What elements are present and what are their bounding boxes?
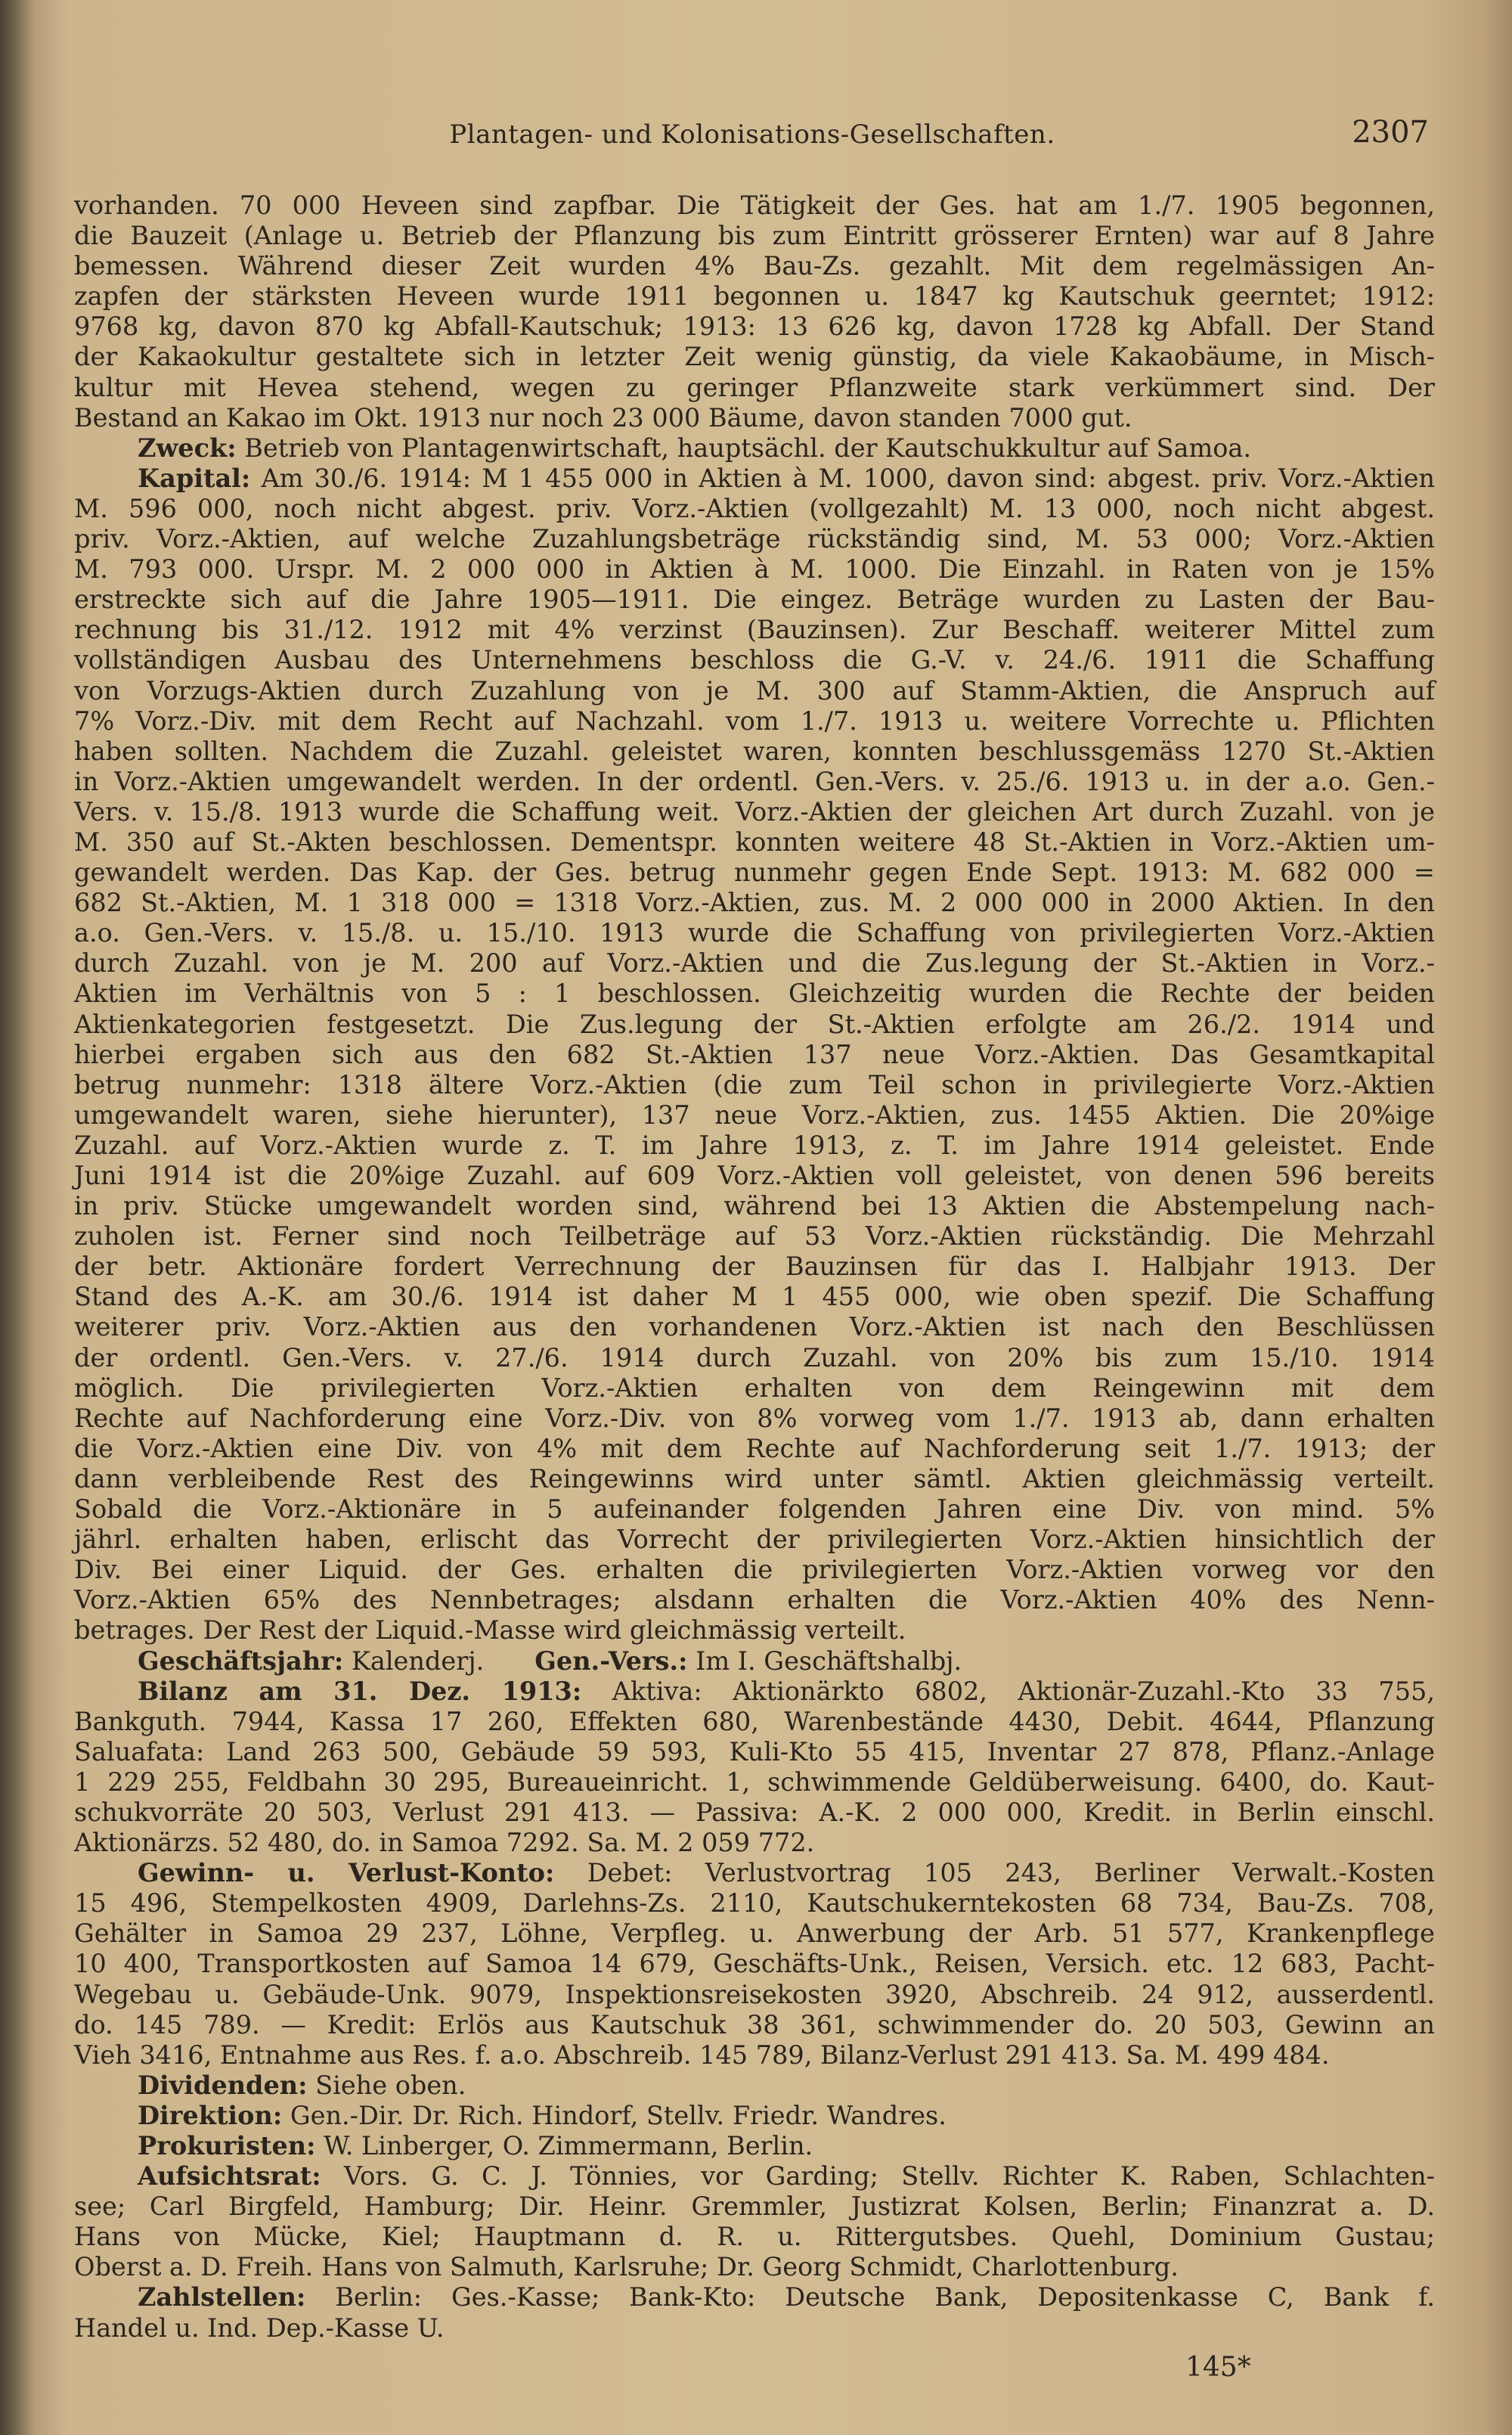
line-text: Gen.-Dir. Dr. Rich. Hindorf, Stellv. Friedr. Wandres.	[290, 2100, 947, 2130]
text-line	[74, 2161, 1435, 2192]
text-line	[74, 1221, 1435, 1252]
section-label: Geschäftsjahr:	[138, 1646, 344, 1676]
line-text: Stand des A.-K. am 30./6. 1914 ist daher M 1 455 000, wie oben spezif. Die Schaffung	[74, 1282, 1435, 1312]
section-label: Direktion:	[138, 2100, 283, 2130]
page-number: 2307	[1352, 115, 1429, 150]
text-line	[74, 1615, 1435, 1646]
text-line	[74, 615, 1435, 645]
text-line	[74, 948, 1435, 979]
line-text: a.o. Gen.-Vers. v. 15./8. u. 15./10. 1913 wurde die Schaffung von privilegierten Vorz.-Aktien	[74, 918, 1435, 948]
text-line	[74, 1100, 1435, 1131]
line-text: 9768 kg, davon 870 kg Abfall-Kautschuk; 1913: 13 626 kg, davon 1728 kg Abfall. Der Stand	[74, 312, 1435, 342]
line-text: betrug nunmehr: 1318 ältere Vorz.-Aktien (die zum Teil schon in privilegierte Vorz.-Aktien	[74, 1069, 1435, 1100]
text-line	[74, 797, 1435, 827]
text-line	[74, 1646, 1435, 1677]
line-text: umgewandelt waren, siehe hierunter), 137 neue Vorz.-Aktien, zus. 1455 Aktien. Die 20%ige	[74, 1100, 1435, 1130]
line-text: Juni 1914 ist die 20%ige Zuzahl. auf 609 Vorz.-Aktien voll geleistet, von denen 596 bereits	[74, 1161, 1435, 1190]
text-line	[74, 464, 1435, 494]
line-text: see; Carl Birgfeld, Hamburg; Dir. Heinr. Gremmler, Justizrat Kolsen, Berlin; Finanzrat a. D.	[74, 2192, 1435, 2222]
line-text: die Bauzeit (Anlage u. Betrieb der Pflanzung bis zum Eintritt grösserer Ernten) war auf 8 Jahre	[74, 221, 1435, 251]
text-line	[74, 1949, 1435, 1979]
text-line	[74, 706, 1435, 737]
line-text: M. 596 000, noch nicht abgest. priv. Vorz.-Aktien (vollgezahlt) M. 13 000, noch nicht abgest.	[74, 493, 1435, 523]
line-text: M. 793 000. Urspr. M. 2 000 000 in Aktien à M. 1000. Die Einzahl. in Raten von je 15%	[74, 554, 1435, 585]
running-title: Plantagen- und Kolonisations-Gesellschaften.	[449, 119, 1055, 150]
line-text: Vors. G. C. J. Tönnies, vor Garding; Stellv. Richter K. Raben, Schlachten-	[343, 2161, 1435, 2192]
text-line	[74, 645, 1435, 675]
text-line	[74, 979, 1435, 1009]
line-text: 15 496, Stempelkosten 4909, Darlehns-Zs. 2110, Kautschukerntekosten 68 734, Bau-Zs. 708,	[74, 1888, 1435, 1919]
line-text: in priv. Stücke umgewandelt worden sind, während bei 13 Aktien die Abstempelung nach-	[74, 1191, 1435, 1221]
text-line	[74, 1919, 1435, 1949]
text-line	[74, 1373, 1435, 1404]
line-text: do. 145 789. — Kredit: Erlös aus Kautschuk 38 361, schwimmender do. 20 503, Gewinn an	[74, 2009, 1435, 2040]
line-text: W. Linberger, O. Zimmermann, Berlin.	[324, 2131, 813, 2160]
text-line	[74, 2010, 1435, 2040]
signature-mark: 145*	[1185, 2352, 1251, 2383]
text-line	[74, 2252, 1435, 2282]
text-line	[74, 342, 1435, 372]
text-line	[74, 1464, 1435, 1494]
line-text: M. 350 auf St.-Akten beschlossen. Dementspr. konnten weitere 48 St.-Aktien in Vorz.-Aktien um-	[74, 827, 1435, 857]
line-text: 682 St.-Aktien, M. 1 318 000 = 1318 Vorz.-Aktien, zus. M. 2 000 000 in 2000 Aktien. In den	[74, 888, 1435, 918]
line-text: möglich. Die privilegierten Vorz.-Aktien erhalten von dem Reingewinn mit dem	[74, 1373, 1435, 1403]
text-line	[74, 554, 1435, 585]
text-line	[74, 1737, 1435, 1767]
text-line	[74, 1191, 1435, 1221]
section-label: Bilanz am 31. Dez. 1913:	[138, 1676, 582, 1706]
line-text: zuholen ist. Ferner sind noch Teilbeträge auf 53 Vorz.-Aktien rückständig. Die Mehrzahl	[74, 1221, 1435, 1252]
line-text: der Kakaokultur gestaltete sich in letzter Zeit wenig günstig, da viele Kakaobäume, in Misch-	[74, 342, 1435, 372]
text-line	[74, 1343, 1435, 1373]
line-text: durch Zuzahl. von je M. 200 auf Vorz.-Aktien und die Zus.legung der St.-Aktien in Vorz.-	[74, 948, 1435, 979]
line-text: priv. Vorz.-Aktien, auf welche Zuzahlungsbeträge rückständig sind, M. 53 000; Vorz.-Aktien	[74, 524, 1435, 554]
text-line	[74, 2131, 1435, 2161]
line-text: bemessen. Während dieser Zeit wurden 4% Bau-Zs. gezahlt. Mit dem regelmässigen An-	[74, 251, 1435, 281]
text-line	[74, 1010, 1435, 1040]
line-text: vollständigen Ausbau des Unternehmens beschloss die G.-V. v. 24./6. 1911 die Schaffung	[74, 645, 1435, 675]
text-line	[74, 1980, 1435, 2010]
line-text: Berlin: Ges.-Kasse; Bank-Kto: Deutsche Bank, Depositenkasse C, Bank f.	[335, 2282, 1435, 2312]
text-line	[74, 1555, 1435, 1585]
line-text: von Vorzugs-Aktien durch Zuzahlung von je M. 300 auf Stamm-Aktien, die Anspruch auf	[74, 675, 1435, 706]
line-text: jährl. erhalten haben, erlischt das Vorrecht der privilegierten Vorz.-Aktien hinsichtlich der	[74, 1525, 1435, 1555]
line-text: Im I. Geschäftshalbj.	[696, 1646, 962, 1676]
text-line	[74, 221, 1435, 251]
text-line	[74, 1677, 1435, 1707]
text-line	[74, 1434, 1435, 1464]
text-line	[74, 1828, 1435, 1858]
text-line	[74, 737, 1435, 767]
line-text: zapfen der stärksten Heveen wurde 1911 begonnen u. 1847 kg Kautschuk geerntet; 1912:	[74, 281, 1435, 312]
text-line	[74, 1707, 1435, 1737]
line-text: vorhanden. 70 000 Heveen sind zapfbar. Die Tätigkeit der Ges. hat am 1./7. 1905 begonnen,	[74, 191, 1435, 220]
text-line	[74, 2282, 1435, 2312]
line-text: Saluafata: Land 263 500, Gebäude 59 593, Kuli-Kto 55 415, Inventar 27 878, Pflanz.-Anlage	[74, 1736, 1435, 1767]
line-text: 1 229 255, Feldbahn 30 295, Bureaueinricht. 1, schwimmende Geldüberweisung. 6400, do. Kaut-	[74, 1767, 1435, 1797]
line-text: Vieh 3416, Entnahme aus Res. f. a.o. Abschreib. 145 789, Bilanz-Verlust 291 413. Sa. M. 499 484.	[74, 2040, 1330, 2070]
line-text: Vorz.-Aktien 65% des Nennbetrages; alsdann erhalten die Vorz.-Aktien 40% des Nenn-	[74, 1585, 1435, 1615]
text-line	[74, 2192, 1435, 2222]
line-text: Handel u. Ind. Dep.-Kasse U.	[74, 2312, 445, 2343]
text-line	[74, 1888, 1435, 1919]
text-line	[74, 251, 1435, 281]
text-line	[74, 2222, 1435, 2252]
section-label: Dividenden:	[138, 2070, 308, 2100]
line-text: Zuzahl. auf Vorz.-Aktien wurde z. T. im Jahre 1913, z. T. im Jahre 1914 geleistet. Ende	[74, 1130, 1435, 1160]
text-line	[74, 585, 1435, 615]
line-text: schukvorräte 20 503, Verlust 291 413. — Passiva: A.-K. 2 000 000, Kredit. in Berlin einschl.	[74, 1797, 1435, 1827]
line-text: Bestand an Kakao im Okt. 1913 nur noch 23 000 Bäume, davon standen 7000 gut.	[74, 402, 1132, 433]
line-text: Gehälter in Samoa 29 237, Löhne, Verpfleg. u. Anwerbung der Arb. 51 577, Krankenpflege	[74, 1919, 1435, 1949]
section-label: Aufsichtsrat:	[138, 2161, 321, 2192]
section-label: Prokuristen:	[138, 2131, 316, 2160]
text-line	[74, 1131, 1435, 1161]
text-line	[74, 1767, 1435, 1798]
line-text: Am 30./6. 1914: M 1 455 000 in Aktien à M. 1000, davon sind: abgest. priv. Vorz.-Aktien	[261, 463, 1435, 493]
line-text: Hans von Mücke, Kiel; Hauptmann d. R. u. Rittergutsbes. Quehl, Dominium Gustau;	[74, 2222, 1435, 2252]
text-line	[74, 1161, 1435, 1191]
line-text: 10 400, Transportkosten auf Samoa 14 679, Geschäfts-Unk., Reisen, Versich. etc. 12 683, Pacht-	[74, 1949, 1435, 1979]
text-line	[74, 281, 1435, 312]
text-line	[74, 191, 1435, 221]
line-text: Siehe oben.	[315, 2070, 466, 2100]
text-line	[74, 1798, 1435, 1828]
text-line	[74, 767, 1435, 797]
line-text: 7% Vorz.-Div. mit dem Recht auf Nachzahl. vom 1./7. 1913 u. weitere Vorrechte u. Pflichten	[74, 706, 1435, 736]
text-line	[74, 2040, 1435, 2071]
text-line	[74, 1585, 1435, 1615]
line-text: die Vorz.-Aktien eine Div. von 4% mit dem Rechte auf Nachforderung seit 1./7. 1913; der	[74, 1433, 1435, 1463]
text-line	[74, 2313, 1435, 2343]
text-line	[74, 1404, 1435, 1434]
line-text: in Vorz.-Aktien umgewandelt werden. In der ordentl. Gen.-Vers. v. 25./6. 1913 u. in der a.o. Gen.-	[74, 766, 1435, 796]
line-text: betrages. Der Rest der Liquid.-Masse wird gleichmässig verteilt.	[74, 1615, 906, 1646]
text-line	[74, 312, 1435, 342]
text-line	[74, 888, 1435, 918]
line-text: Rechte auf Nachforderung eine Vorz.-Div. von 8% vorweg vom 1./7. 1913 ab, dann erhalten	[74, 1403, 1435, 1433]
line-text: Aktionärzs. 52 480, do. in Samoa 7292. Sa. M. 2 059 772.	[74, 1828, 815, 1858]
section-label: Zweck:	[138, 433, 237, 463]
section-label: Gen.-Vers.:	[534, 1646, 688, 1676]
line-text: Vers. v. 15./8. 1913 wurde die Schaffung weit. Vorz.-Aktien der gleichen Art durch Zuzahl. von je	[74, 796, 1435, 827]
line-text: kultur mit Hevea stehend, wegen zu geringer Pflanzweite stark verkümmert sind. Der	[74, 372, 1435, 402]
text-line	[74, 858, 1435, 888]
line-text: der betr. Aktionäre fordert Verrechnung der Bauzinsen für das I. Halbjahr 1913. Der	[74, 1252, 1435, 1282]
line-text: Debet: Verlustvortrag 105 243, Berliner Verwalt.-Kosten	[587, 1858, 1435, 1888]
text-line	[74, 1312, 1435, 1342]
text-line	[74, 1858, 1435, 1888]
line-text: Wegebau u. Gebäude-Unk. 9079, Inspektionsreisekosten 3920, Abschreib. 24 912, ausserdentl.	[74, 1979, 1435, 2009]
line-text: hierbei ergaben sich aus den 682 St.-Aktien 137 neue Vorz.-Aktien. Das Gesamtkapital	[74, 1039, 1435, 1069]
line-text: Aktien im Verhältnis von 5 : 1 beschlossen. Gleichzeitig wurden die Rechte der beiden	[74, 979, 1435, 1009]
line-text: rechnung bis 31./12. 1912 mit 4% verzinst (Bauzinsen). Zur Beschaff. weiterer Mittel zum	[74, 615, 1435, 645]
text-line	[74, 403, 1435, 433]
text-line	[74, 1040, 1435, 1070]
line-text: Div. Bei einer Liquid. der Ges. erhalten die privilegierten Vorz.-Aktien vorweg vor den	[74, 1555, 1435, 1585]
text-line	[74, 1282, 1435, 1312]
page-header	[76, 115, 1429, 160]
page-body	[74, 191, 1435, 2343]
line-text: erstreckte sich auf die Jahre 1905—1911. Die eingez. Beträge wurden zu Lasten der Bau-	[74, 585, 1435, 615]
text-line	[74, 918, 1435, 948]
line-text: der ordentl. Gen.-Vers. v. 27./6. 1914 durch Zuzahl. von 20% bis zum 15./10. 1914	[74, 1342, 1435, 1373]
section-label: Kapital:	[138, 463, 251, 493]
line-text: Kalenderj.	[351, 1646, 485, 1676]
line-text: gewandelt werden. Das Kap. der Ges. betrug nunmehr gegen Ende Sept. 1913: M. 682 000 =	[74, 858, 1435, 888]
text-line	[74, 524, 1435, 554]
line-text: dann verbleibende Rest des Reingewinns wird unter sämtl. Aktien gleichmässig verteilt.	[74, 1463, 1435, 1494]
line-text: Sobald die Vorz.-Aktionäre in 5 aufeinander folgenden Jahren eine Div. von mind. 5%	[74, 1494, 1435, 1525]
line-text: weiterer priv. Vorz.-Aktien aus den vorhandenen Vorz.-Aktien ist nach den Beschlüssen	[74, 1312, 1435, 1342]
text-line	[74, 373, 1435, 403]
section-label: Zahlstellen:	[138, 2282, 306, 2312]
text-line	[74, 2071, 1435, 2101]
text-line	[74, 676, 1435, 706]
text-line	[74, 433, 1435, 464]
text-line	[74, 2101, 1435, 2131]
line-text: Aktienkategorien festgesetzt. Die Zus.legung der St.-Aktien erfolgte am 26./2. 1914 und	[74, 1009, 1435, 1039]
text-line	[74, 1525, 1435, 1555]
text-line	[74, 1494, 1435, 1525]
text-line	[74, 1252, 1435, 1282]
text-line	[74, 1070, 1435, 1100]
section-label: Gewinn- u. Verlust-Konto:	[138, 1858, 555, 1888]
text-line	[74, 494, 1435, 524]
line-text: Bankguth. 7944, Kassa 17 260, Effekten 680, Warenbestände 4430, Debit. 4644, Pflanzung	[74, 1706, 1435, 1736]
line-text: Betrieb von Plantagenwirtschaft, hauptsächl. der Kautschukkultur auf Samoa.	[244, 433, 1252, 463]
line-text: Oberst a. D. Freih. Hans von Salmuth, Karlsruhe; Dr. Georg Schmidt, Charlottenburg.	[74, 2252, 1179, 2282]
text-line	[74, 827, 1435, 858]
line-text: Aktiva: Aktionärkto 6802, Aktionär-Zuzahl.-Kto 33 755,	[612, 1676, 1435, 1706]
line-text: haben sollten. Nachdem die Zuzahl. geleistet waren, konnten beschlussgemäss 1270 St.-Aktien	[74, 736, 1435, 766]
